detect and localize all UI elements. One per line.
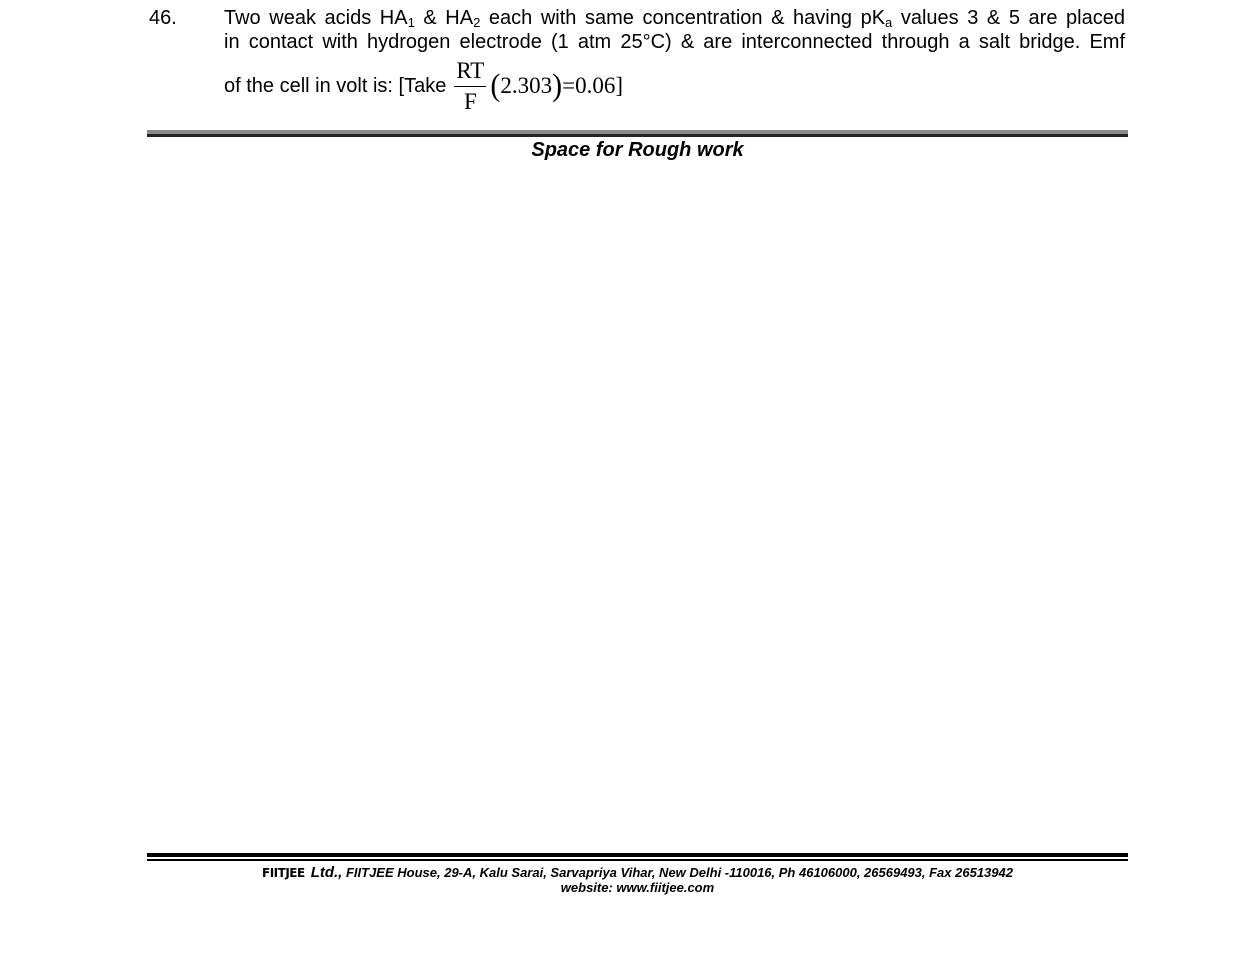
rt-over-f-fraction [454, 58, 486, 115]
footer-ltd: Ltd., [310, 864, 343, 881]
paren-value: 2.303 [500, 73, 553, 98]
math-expression [490, 69, 623, 103]
question-text-line-1: Two weak acids $HA_1$ & $HA_2$ each with same concentration & having $pK_a$ values 3 & 5 are placed [224, 7, 1125, 30]
question-number: 46. [149, 7, 177, 29]
footer-divider [147, 853, 1128, 861]
footer-address: FIITJEE House, 29-A, Kalu Sarai, Sarvapriya Vihar, New Delhi -110016, Ph 46106000, 26569493, Fax 26513942 [345, 865, 1013, 880]
equals-value: =0.06 [562, 73, 616, 98]
open-parenthesis: ( [490, 68, 501, 103]
question-text-line-2: in contact with hydrogen electrode (1 atm 25°C) & are interconnected through a salt bridge. Emf [224, 31, 1125, 53]
top-divider [147, 130, 1128, 137]
footer-website: website: www.fiitjee.com [560, 880, 715, 895]
footer-address-line [147, 864, 1128, 881]
close-parenthesis: ) [552, 68, 563, 103]
closing-bracket: ] [615, 73, 623, 98]
question-text-prefix: of the cell in volt is: [Take [224, 74, 447, 97]
rough-work-heading: Space for Rough work [531, 139, 744, 161]
footer-brand-logo: FIITJEE [262, 866, 305, 880]
fraction-denominator: F [463, 88, 477, 114]
fraction-numerator: RT [454, 58, 486, 87]
question-text-line-3 [224, 56, 623, 116]
